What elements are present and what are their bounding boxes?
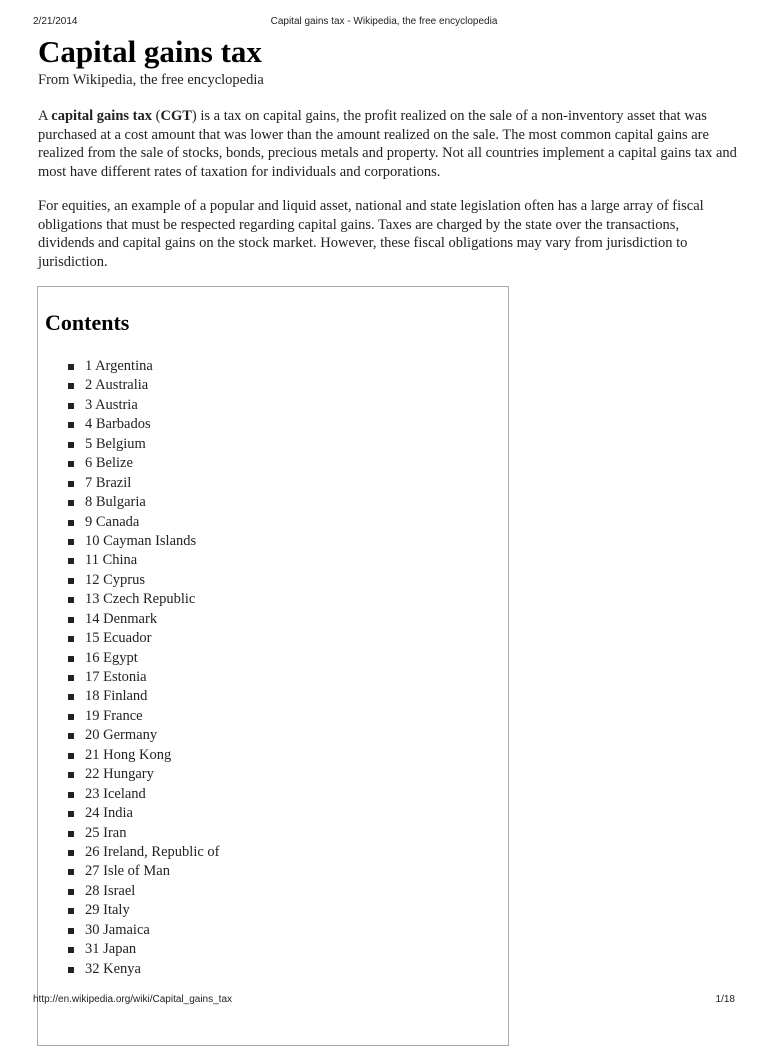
toc-item-label[interactable]: 23 Iceland (85, 785, 146, 802)
print-footer (0, 994, 768, 1008)
square-bullet-icon (68, 811, 74, 817)
intro-lead-a: A (38, 108, 52, 124)
toc-item-label[interactable]: 9 Canada (85, 513, 140, 530)
print-url: http://en.wikipedia.org/wiki/Capital_gains_tax (33, 994, 232, 1005)
toc-item[interactable] (68, 376, 220, 395)
page-number: 1/18 (715, 994, 735, 1005)
square-bullet-icon (68, 928, 74, 934)
toc-item-label[interactable]: 26 Ireland, Republic of (85, 843, 220, 860)
article-subtitle: From Wikipedia, the free encyclopedia (38, 72, 264, 88)
toc-item-label[interactable]: 19 France (85, 707, 143, 724)
square-bullet-icon (68, 578, 74, 584)
square-bullet-icon (68, 656, 74, 662)
toc-item[interactable] (68, 687, 220, 706)
toc-heading: Contents (45, 310, 130, 335)
toc-item-label[interactable]: 16 Egypt (85, 649, 138, 666)
square-bullet-icon (68, 597, 74, 603)
toc-item[interactable] (68, 707, 220, 726)
square-bullet-icon (68, 539, 74, 545)
square-bullet-icon (68, 733, 74, 739)
square-bullet-icon (68, 753, 74, 759)
toc-item-label[interactable]: 18 Finland (85, 688, 148, 705)
square-bullet-icon (68, 792, 74, 798)
square-bullet-icon (68, 481, 74, 487)
toc-item[interactable] (68, 357, 220, 376)
square-bullet-icon (68, 461, 74, 467)
square-bullet-icon (68, 558, 74, 564)
print-header (0, 16, 768, 30)
toc-item-label[interactable]: 29 Italy (85, 902, 130, 919)
print-page-title: Capital gains tax - Wikipedia, the free encyclopedia (270, 16, 498, 27)
toc-item-label[interactable]: 30 Jamaica (85, 921, 150, 938)
table-of-contents (37, 286, 509, 1046)
toc-item-label[interactable]: 31 Japan (85, 941, 137, 958)
toc-item-label[interactable]: 22 Hungary (85, 766, 154, 783)
toc-item[interactable] (68, 843, 220, 862)
square-bullet-icon (68, 520, 74, 526)
intro-term: capital gains tax (51, 108, 152, 124)
toc-item-label[interactable]: 10 Cayman Islands (85, 532, 197, 549)
toc-item[interactable] (68, 746, 220, 765)
toc-item[interactable] (68, 804, 220, 823)
square-bullet-icon (68, 947, 74, 953)
square-bullet-icon (68, 675, 74, 681)
square-bullet-icon (68, 403, 74, 409)
toc-item[interactable] (68, 862, 220, 881)
square-bullet-icon (68, 383, 74, 389)
toc-item[interactable] (68, 882, 220, 901)
intro-abbr: CGT (160, 108, 192, 124)
toc-item-label[interactable]: 3 Austria (85, 396, 138, 413)
toc-item[interactable] (68, 590, 220, 609)
toc-item[interactable] (68, 960, 220, 979)
toc-item-label[interactable]: 21 Hong Kong (85, 746, 172, 763)
toc-item[interactable] (68, 532, 220, 551)
toc-item[interactable] (68, 765, 220, 784)
square-bullet-icon (68, 364, 74, 370)
square-bullet-icon (68, 869, 74, 875)
square-bullet-icon (68, 831, 74, 837)
toc-item[interactable] (68, 551, 220, 570)
toc-item[interactable] (68, 921, 220, 940)
intro-rest: ) is a tax on capital gains, the profit realized on the sale of a non-inventory asset that was purchased at a cost amount that was lower than the amount realized on the sale. The most common capital gains are realized from the sale of stocks, bonds, precious metals and property. Not all countries implement a capital gains tax and most have different rates of taxation for individuals and corporations. (38, 108, 737, 180)
toc-item[interactable] (68, 513, 220, 532)
toc-item[interactable] (68, 610, 220, 629)
square-bullet-icon (68, 422, 74, 428)
toc-item-label[interactable]: 5 Belgium (85, 435, 146, 452)
toc-item-label[interactable]: 32 Kenya (85, 960, 141, 977)
square-bullet-icon (68, 714, 74, 720)
toc-list (68, 357, 220, 979)
toc-item-label[interactable]: 17 Estonia (85, 669, 147, 685)
toc-item-label[interactable]: 12 Cyprus (85, 571, 146, 588)
toc-item-label[interactable]: 4 Barbados (85, 416, 151, 433)
article-title: Capital gains tax (38, 34, 262, 69)
square-bullet-icon (68, 617, 74, 623)
toc-item-label[interactable]: 25 Iran (85, 824, 127, 841)
toc-item[interactable] (68, 726, 220, 745)
toc-item[interactable] (68, 668, 220, 687)
toc-item[interactable] (68, 629, 220, 648)
square-bullet-icon (68, 636, 74, 642)
toc-item[interactable] (68, 396, 220, 415)
toc-item-label[interactable]: 8 Bulgaria (85, 494, 146, 511)
square-bullet-icon (68, 772, 74, 778)
toc-item[interactable] (68, 785, 220, 804)
toc-item-label[interactable]: 24 India (85, 805, 133, 822)
toc-item[interactable] (68, 940, 220, 959)
toc-item-label[interactable]: 6 Belize (85, 455, 133, 472)
print-date: 2/21/2014 (33, 16, 78, 27)
toc-item-label[interactable]: 13 Czech Republic (85, 591, 196, 608)
square-bullet-icon (68, 889, 74, 895)
toc-item[interactable] (68, 824, 220, 843)
intro-paragraph (38, 107, 738, 181)
toc-item[interactable] (68, 454, 220, 473)
square-bullet-icon (68, 908, 74, 914)
square-bullet-icon (68, 442, 74, 448)
toc-item[interactable] (68, 649, 220, 668)
toc-item-label[interactable]: 20 Germany (85, 727, 158, 744)
second-paragraph: For equities, an example of a popular and liquid asset, national and state legislation often has a large array of fiscal obligations that must be respected regarding capital gains. Taxes are charged by the state over the transactions, dividends and capital gains on the stock market. However, these fiscal obligations may vary from jurisdiction to jurisdiction. (38, 198, 704, 270)
square-bullet-icon (68, 694, 74, 700)
toc-item[interactable] (68, 415, 220, 434)
toc-item[interactable] (68, 435, 220, 454)
square-bullet-icon (68, 967, 74, 973)
toc-item[interactable] (68, 901, 220, 920)
toc-item-label[interactable]: 1 Argentina (85, 358, 153, 374)
toc-item-label[interactable]: 14 Denmark (85, 610, 158, 627)
intro-lead-b: ( (152, 108, 161, 124)
toc-item[interactable] (68, 571, 220, 590)
toc-item[interactable] (68, 474, 220, 493)
square-bullet-icon (68, 850, 74, 856)
toc-item-label[interactable]: 11 China (85, 552, 138, 569)
square-bullet-icon (68, 500, 74, 506)
toc-item-label[interactable]: 27 Isle of Man (85, 863, 170, 880)
toc-item-label[interactable]: 15 Ecuador (85, 630, 152, 647)
toc-item-label[interactable]: 7 Brazil (85, 474, 132, 491)
toc-item-label[interactable]: 28 Israel (85, 882, 136, 899)
toc-item-label[interactable]: 2 Australia (85, 377, 149, 394)
toc-item[interactable] (68, 493, 220, 512)
